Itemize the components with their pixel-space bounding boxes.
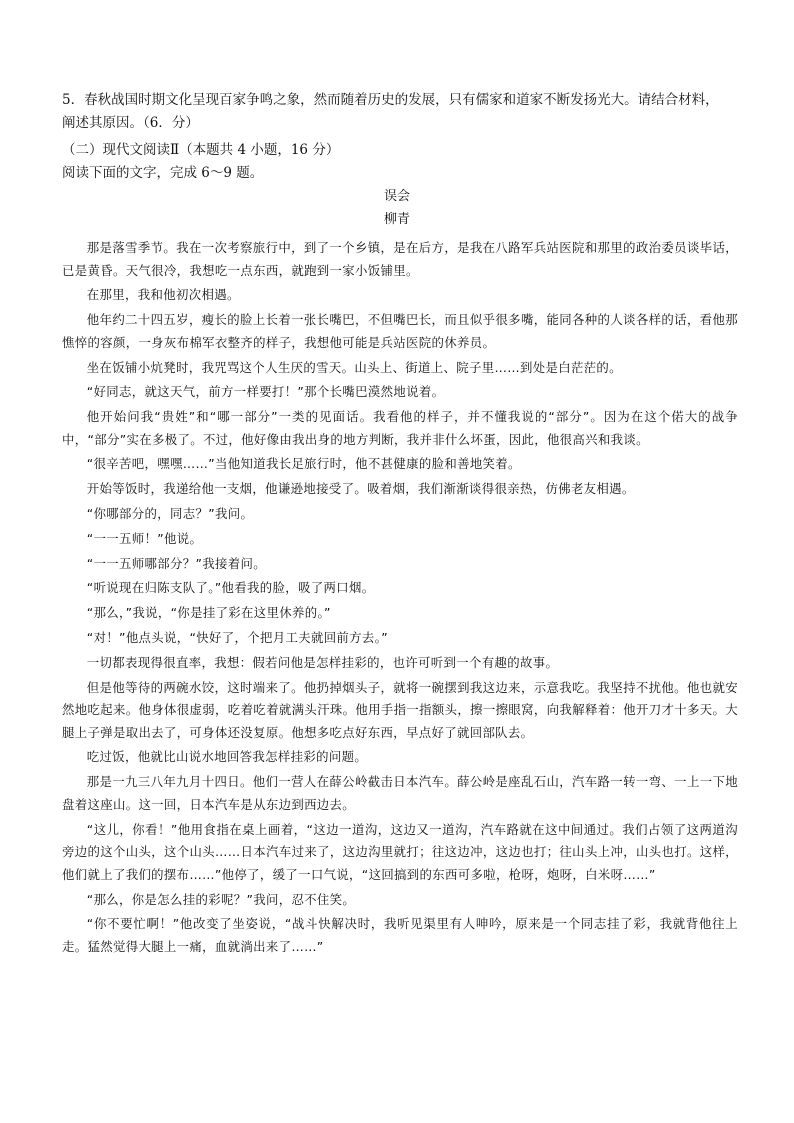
paragraph: “好同志，就这天气，前方一样要打！”那个长嘴巴漠然地说着。 <box>86 384 445 400</box>
paragraph: “一一五师哪部分？”我接着问。 <box>86 555 266 571</box>
paragraph: 他年约二十四五岁，瘦长的脸上长着一张长嘴巴，不但嘴巴长，而且似乎很多嘴，能同各种的人谈各样的话，看他那憔悴的容颜，一身灰布棉军衣整齐的样子，我想他可能是兵站医院的休养员。 <box>62 312 738 350</box>
section-heading: （二）现代文阅读Ⅱ（本题共 4 小题，16 分） <box>62 142 340 158</box>
paragraph: “那么，”我说，“你是挂了彩在这里休养的。” <box>86 605 331 621</box>
paragraph: “听说现在归陈支队了。”他看我的脸，吸了两口烟。 <box>86 580 375 596</box>
paragraph: 开始等饭时，我递给他一支烟，他谦逊地接受了。吸着烟，我们渐渐谈得很亲热，仿佛老友相遇。 <box>86 481 635 497</box>
question-5 <box>62 89 738 135</box>
paragraph: “你不要忙啊！”他改变了坐姿说，“战斗快解决时，我听见渠里有人呻吟，原来是一个同志挂了彩，我就背他往上走。猛然觉得大腿上一痛，血就淌出来了……” <box>62 916 738 954</box>
paragraph: 他开始问我“贵姓”和“哪一部分”一类的见面话。我看他的样子，并不懂我说的“部分”。因为在这个偌大的战争中，“部分”实在多极了。不过，他好像由我出身的地方判断，我并非什么坏蛋，因此，他很高兴和我谈。 <box>62 409 738 447</box>
question-5-line1: 5．春秋战国时期文化呈现百家争鸣之象，然而随着历史的发展，只有儒家和道家不断发扬光大。请结合材料， <box>62 92 719 108</box>
paragraph: “一一五师！”他说。 <box>86 530 203 546</box>
paragraph: “那么，你是怎么挂的彩呢？”我问，忍不住笑。 <box>86 891 356 907</box>
paragraph: 吃过饭，他就比山说水地回答我怎样挂彩的问题。 <box>86 749 368 765</box>
paragraph: “你哪部分的，同志？”我问。 <box>86 506 254 522</box>
question-5-line2: 阐述其原因。（6．分） <box>62 115 199 131</box>
article-body <box>62 237 738 961</box>
article-title: 误会 <box>383 189 410 204</box>
paragraph: 那是落雪季节。我在一次考察旅行中，到了一个乡镇，是在后方，是我在八路军兵站医院和那里的政治委员谈毕话，已是黄昏。天气很冷，我想吃一点东西，就跑到一家小饭铺里。 <box>62 240 738 278</box>
paragraph: 那是一九三八年九月十四日。他们一营人在薛公岭截击日本汽车。薛公岭是座乱石山，汽车路一转一弯、一上一下地盘着这座山。这一回，日本汽车是从东边到西边去。 <box>62 774 738 812</box>
paragraph: 一切都表现得很直率，我想：假若问他是怎样挂彩的，也许可听到一个有趣的故事。 <box>86 654 559 670</box>
paragraph: 在那里，我和他初次相遇。 <box>86 287 240 303</box>
paragraph: “这儿，你看！”他用食指在桌上画着，“这边一道沟，这边又一道沟，汽车路就在这中间通过。我们占领了这两道沟旁边的这个山头，这个山头……日本汽车过来了，这边沟里就打；往这边冲，这边也打；往山头上冲，山头也打。这样，他们就上了我们的摆布……”他停了，缓了一口气说，“这回搞到的东西可多啦，枪呀，炮呀，白米呀……” <box>62 821 738 882</box>
paragraph: “很辛苦吧，嘿嘿……”当他知道我长足旅行时，他不甚健康的脸和善地笑着。 <box>86 456 521 472</box>
paragraph: “对！”他点头说，“快好了，个把月工夫就回前方去。” <box>86 629 388 645</box>
paragraph: 坐在饭铺小炕凳时，我咒骂这个人生厌的雪天。山头上、街道上、院子里……到处是白茫茫的。 <box>86 359 622 375</box>
article-author: 柳青 <box>383 212 410 227</box>
section-instruction: 阅读下面的文字，完成 6～9 题。 <box>62 165 264 181</box>
paragraph: 但是他等待的两碗水饺，这时端来了。他扔掉烟头子，就将一碗摆到我这边来，示意我吃。我坚持不扰他。他也就安然地吃起来。他身体很虚弱，吃着吃着就满头汗珠。他用手指一指额头，擦一擦眼窝，向我解释着：他开刀才十多天。大腿上子弹是取出去了，可身体还没复原。他想多吃点好东西，早点好了就回部队去。 <box>62 679 738 740</box>
